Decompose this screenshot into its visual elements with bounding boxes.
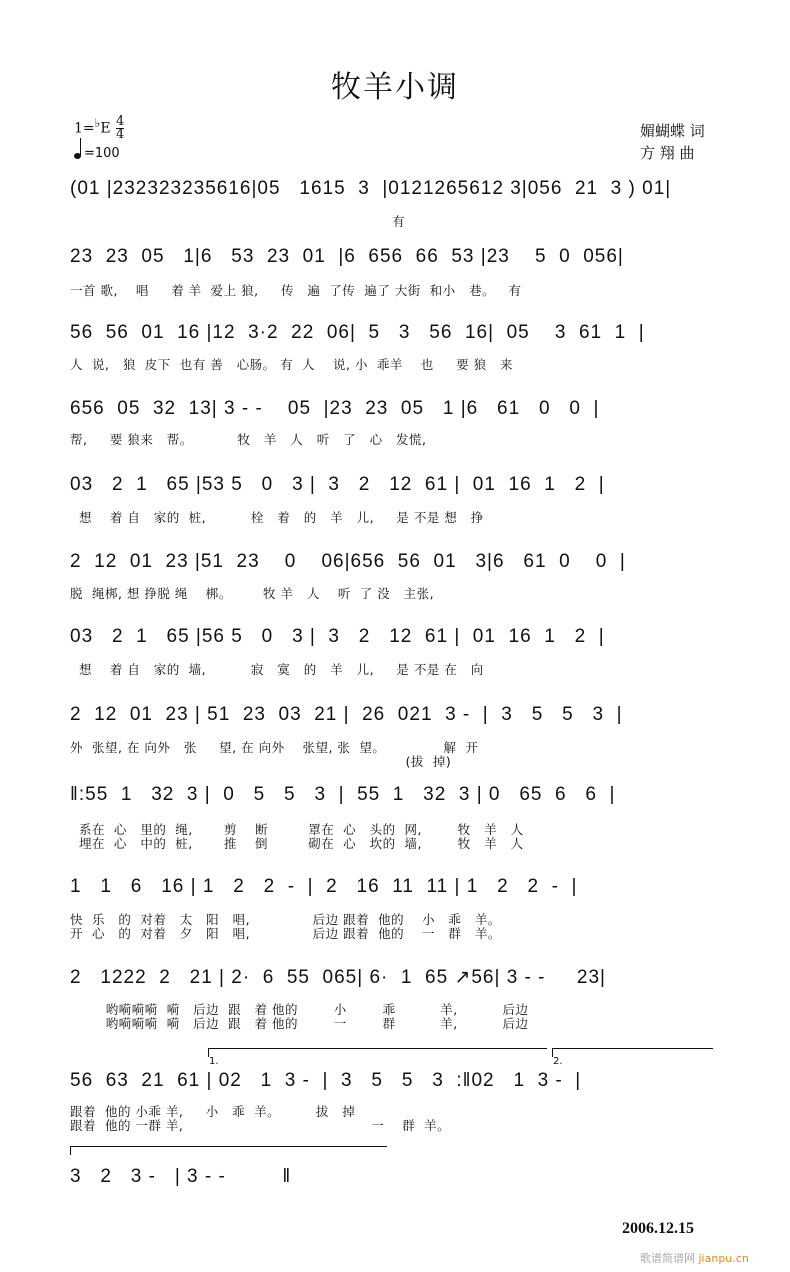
key-signature xyxy=(74,116,124,141)
lyric-line-5: 想 着 自 家的 桩, 栓 着 的 羊 儿, 是 不是 想 挣 xyxy=(70,510,484,525)
score-line-4: 656 05 32 13| 3 - - 05 |23 23 05 1 |6 61 0 0 | xyxy=(70,398,600,419)
score-line-6: 2 12 01 23 |51 23 0 06|656 56 01 3|6 61 0 0 | xyxy=(70,551,626,572)
credits xyxy=(640,120,705,164)
lyric-line-12b: 跟着 他的 一群 羊, 一 群 羊。 xyxy=(70,1118,451,1133)
score-line-12: 56 63 21 61 | 02 1 3 - | 3 5 5 3 :‖02 1 3 - | xyxy=(70,1070,582,1091)
score-line-1: (01 |232323235616|05 1615 3 |0121265612 3|056 21 3 ) 01| xyxy=(70,178,672,199)
lyric-line-2: 一首 歌, 唱 着 羊 爱上 狼, 传 遍 了传 遍了 大街 和小 巷。 有 xyxy=(70,283,522,298)
lyric-line-12a: 跟着 他的 小乖 羊, 小 乖 羊。 拔 掉 xyxy=(70,1104,356,1119)
score-line-11: 2 1222 2 21 | 2· 6 55 065| 6· 1 65 ↗56| 3 - - 23| xyxy=(70,967,606,988)
lyric-line-11b: 哟嗬嗬嗬 嗬 后边 跟 着 他的 一 群 羊, 后边 xyxy=(70,1016,529,1031)
score-line-10: 1 1 6 16 | 1 2 2 - | 2 16 11 11 | 1 2 2 - | xyxy=(70,876,578,897)
lyric-line-6: 脱 绳梆, 想 挣脱 绳 梆。 牧 羊 人 听 了 没 主张, xyxy=(70,586,435,601)
score-line-5: 03 2 1 65 |53 5 0 3 | 3 2 12 61 | 01 16 1 2 | xyxy=(70,474,605,495)
date-stamp: 2006.12.15 xyxy=(622,1220,694,1237)
score-line-8: 2 12 01 23 | 51 23 03 21 | 26 021 3 - | 3 5 5 3 | xyxy=(70,704,623,725)
lyric-line-10a: 快 乐 的 对着 太 阳 唱, 后边 跟着 他的 小 乖 羊。 xyxy=(70,912,501,927)
tempo-mark: =100 xyxy=(74,146,120,161)
score-line-2: 23 23 05 1|6 53 23 01 |6 656 66 53 |23 5 0 056| xyxy=(70,246,624,267)
lyric-line-9b: 埋在 心 中的 桩, 推 倒 砌在 心 坎的 墙, 牧 羊 人 xyxy=(70,836,524,851)
time-signature: $\frac{4}{4}$ xyxy=(116,114,125,143)
lyric-line-11a: 哟嗬嗬嗬 嗬 后边 跟 着 他的 小 乖 羊, 后边 xyxy=(70,1002,529,1017)
composer: 方 翔 曲 xyxy=(640,144,695,162)
page-title: 牧羊小调 xyxy=(331,70,459,105)
lyricist: 媚蝴蝶 词 xyxy=(640,122,705,140)
flat-icon: ♭ xyxy=(94,116,101,130)
score-line-13: 3 2 3 - | 3 - - ‖ xyxy=(70,1166,292,1187)
key-prefix: 1= xyxy=(74,120,95,137)
lyric-line-8a: 外 张望, 在 向外 张 望, 在 向外 张望, 张 望。 解 开 xyxy=(70,740,479,755)
lyric-line-7: 想 着 自 家的 墙, 寂 寞 的 羊 儿, 是 不是 在 向 xyxy=(70,662,484,677)
score-line-7: 03 2 1 65 |56 5 0 3 | 3 2 12 61 | 01 16 1 2 | xyxy=(70,626,605,647)
lyric-line-10b: 开 心 的 对着 夕 阳 唱, 后边 跟着 他的 一 群 羊。 xyxy=(70,926,501,941)
key-letter: E xyxy=(100,120,111,137)
score-line-9: ‖:55 1 32 3 | 0 5 5 3 | 55 1 32 3 | 0 65 6 6 | xyxy=(70,784,616,805)
volta-bracket-1: 1. xyxy=(208,1048,547,1057)
lyric-line-8b: (拔 掉) xyxy=(70,754,452,769)
score-line-3: 56 56 01 16 |12 3·2 22 06| 5 3 56 16| 05 3 61 1 | xyxy=(70,322,645,343)
lyric-line-1: 有 xyxy=(70,214,406,229)
lyric-line-3: 人 说, 狼 皮下 也有 善 心肠。 有 人 说, 小 乖羊 也 要 狼 来 xyxy=(70,357,513,372)
coda-bracket xyxy=(70,1146,387,1155)
watermark: 歌谱简谱网 jianpu.cn xyxy=(640,1252,749,1265)
quarter-note-icon xyxy=(74,153,81,159)
lyric-line-4: 帮, 要 狼来 帮。 牧 羊 人 听 了 心 发慌, xyxy=(70,432,427,447)
volta-bracket-2: 2. xyxy=(552,1048,713,1057)
lyric-line-9a: 系在 心 里的 绳, 剪 断 罩在 心 头的 网, 牧 羊 人 xyxy=(70,822,524,837)
